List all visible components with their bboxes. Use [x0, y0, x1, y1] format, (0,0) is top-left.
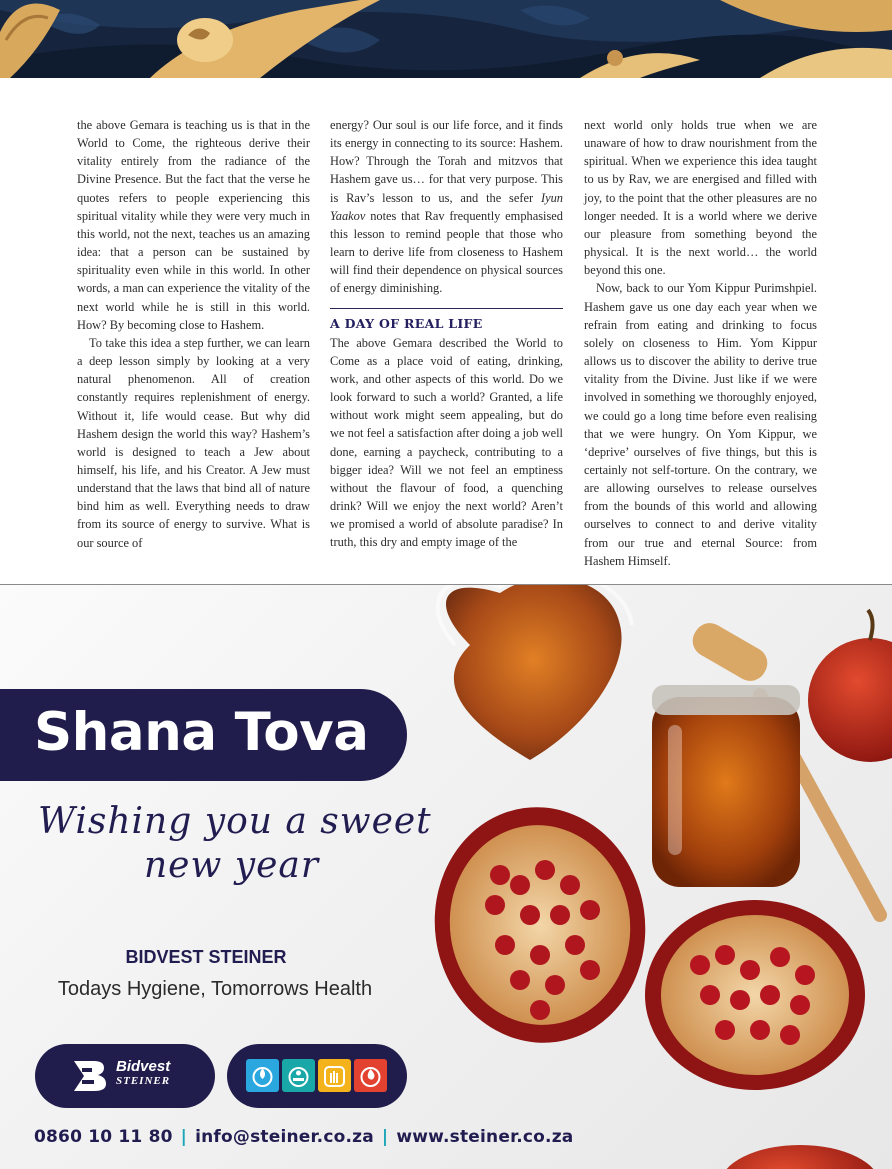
- greeting-line-1: Wishing you a sweet: [38, 801, 432, 842]
- separator: |: [180, 1127, 188, 1147]
- contact-line: [34, 1127, 573, 1147]
- hand-icon: [318, 1059, 351, 1092]
- article-paragraph: energy? Our soul is our life force, and it finds its energy in connecting to its source: Hashem. How? Through the Torah and mitzvos that Hashem gave us… for that very purpose. This is Rav’s lesson to us, and the sefer Iyun Yaakov notes that Rav frequently emphasised this lesson to remind people that those who learn to derive life from closeness to Hashem will find their dependence on physical sources of energy diminishing.: [330, 118, 563, 296]
- separator: |: [381, 1127, 389, 1147]
- article-paragraph: next world only holds true when we are unaware of how to draw nourishment from the spiritual. When we experience this idea taught to us by Rav, we are energised and filled with joy, to the point that the other pleasures are no longer needed. It is a world where we derive our pleasure from something beyond the physical. It is the next world… the world beyond this one.: [584, 118, 817, 278]
- bidvest-b-icon: [72, 1059, 108, 1093]
- article-paragraph: Now, back to our Yom Kippur Purimshpiel. Hashem gave us one day each year when we refrain from eating and drinking to focus solely on closeness to Him. Yom Kippur allows us to discover the ability to derive true vitality from the Divine. Just like if we were involved in something we thoroughly enjoyed, we could go a long time before even realising that we were hungry. On Yom Kippur, we ‘deprive’ ourselves of five things, but this is certainly not self-torture. On the contrary, we are allowing ourselves to release ourselves from the bounds of this world and allowing ourselves to connect to and derive vitality from our true and eternal Source: from Hashem Himself.: [584, 281, 817, 568]
- email-link[interactable]: info@steiner.co.za: [195, 1127, 374, 1147]
- hand-wash-icon: [282, 1059, 315, 1092]
- section-divider: [330, 308, 563, 309]
- phone-number[interactable]: 0860 10 11 80: [34, 1127, 173, 1147]
- article-column-3: [584, 116, 817, 570]
- website-link[interactable]: www.steiner.co.za: [396, 1127, 574, 1147]
- logo-name: Bidvest: [116, 1058, 171, 1075]
- decorative-banner: [0, 0, 892, 78]
- article-paragraph: the above Gemara is teaching us is that in the World to Come, the righteous derive their vitality entirely from the radiance of the Divine Presence. But the fact that the verse he quotes refers to people experiencing this spiritual vitality while they were very much in this world, not the next, teaches us an amazing idea: that a person can be sustained by spirituality even while in this world. In other words, a man can experience the vitality of the next world while he is still in this world. How? By becoming close to Hashem.: [77, 118, 310, 332]
- company-name: BIDVEST STEINER: [125, 947, 287, 967]
- logo-subname: STEINER: [116, 1075, 171, 1087]
- blood-drop-icon: [354, 1059, 387, 1092]
- section-heading: A DAY OF REAL LIFE: [330, 315, 483, 331]
- headline: Shana Tova: [34, 702, 369, 763]
- advertisement: [0, 585, 892, 1169]
- article-paragraph: The above Gemara described the World to Come as a place void of eating, drinking, work, and other aspects of this world. Do we look forward to such a world? Granted, a life without work might seem appealing, but do we not feel a satisfaction after doing a job well done, earning a paycheck, contributing to a bigger idea? Will we not feel an emptiness without the flavour of food, a quenching drink? Will we enjoy the next world? Aren’t we promised a world of absolute paradise? In truth, this dry and empty image of the: [330, 335, 563, 550]
- article-column-2: [330, 116, 563, 551]
- water-drop-icon: [246, 1059, 279, 1092]
- article-column-1: [77, 116, 310, 552]
- article-paragraph: To take this idea a step further, we can learn a deep lesson simply by looking at a very natural phenomenon. All of creation constantly requires replenishment of energy. Without it, life would cease. But why did Hashem design the world this way? Hashem’s world is designed to teach a Jew about himself, his life, and his Creator. A Jew must understand that the laws that bind all of nature bind him as well. Everything needs to draw from its source of energy to survive. What is our source of: [77, 335, 310, 550]
- book-title: Iyun Yaakov: [330, 190, 563, 223]
- company-tagline: Todays Hygiene, Tomorrows Health: [57, 978, 373, 1000]
- greeting-line-2: new year: [144, 845, 320, 886]
